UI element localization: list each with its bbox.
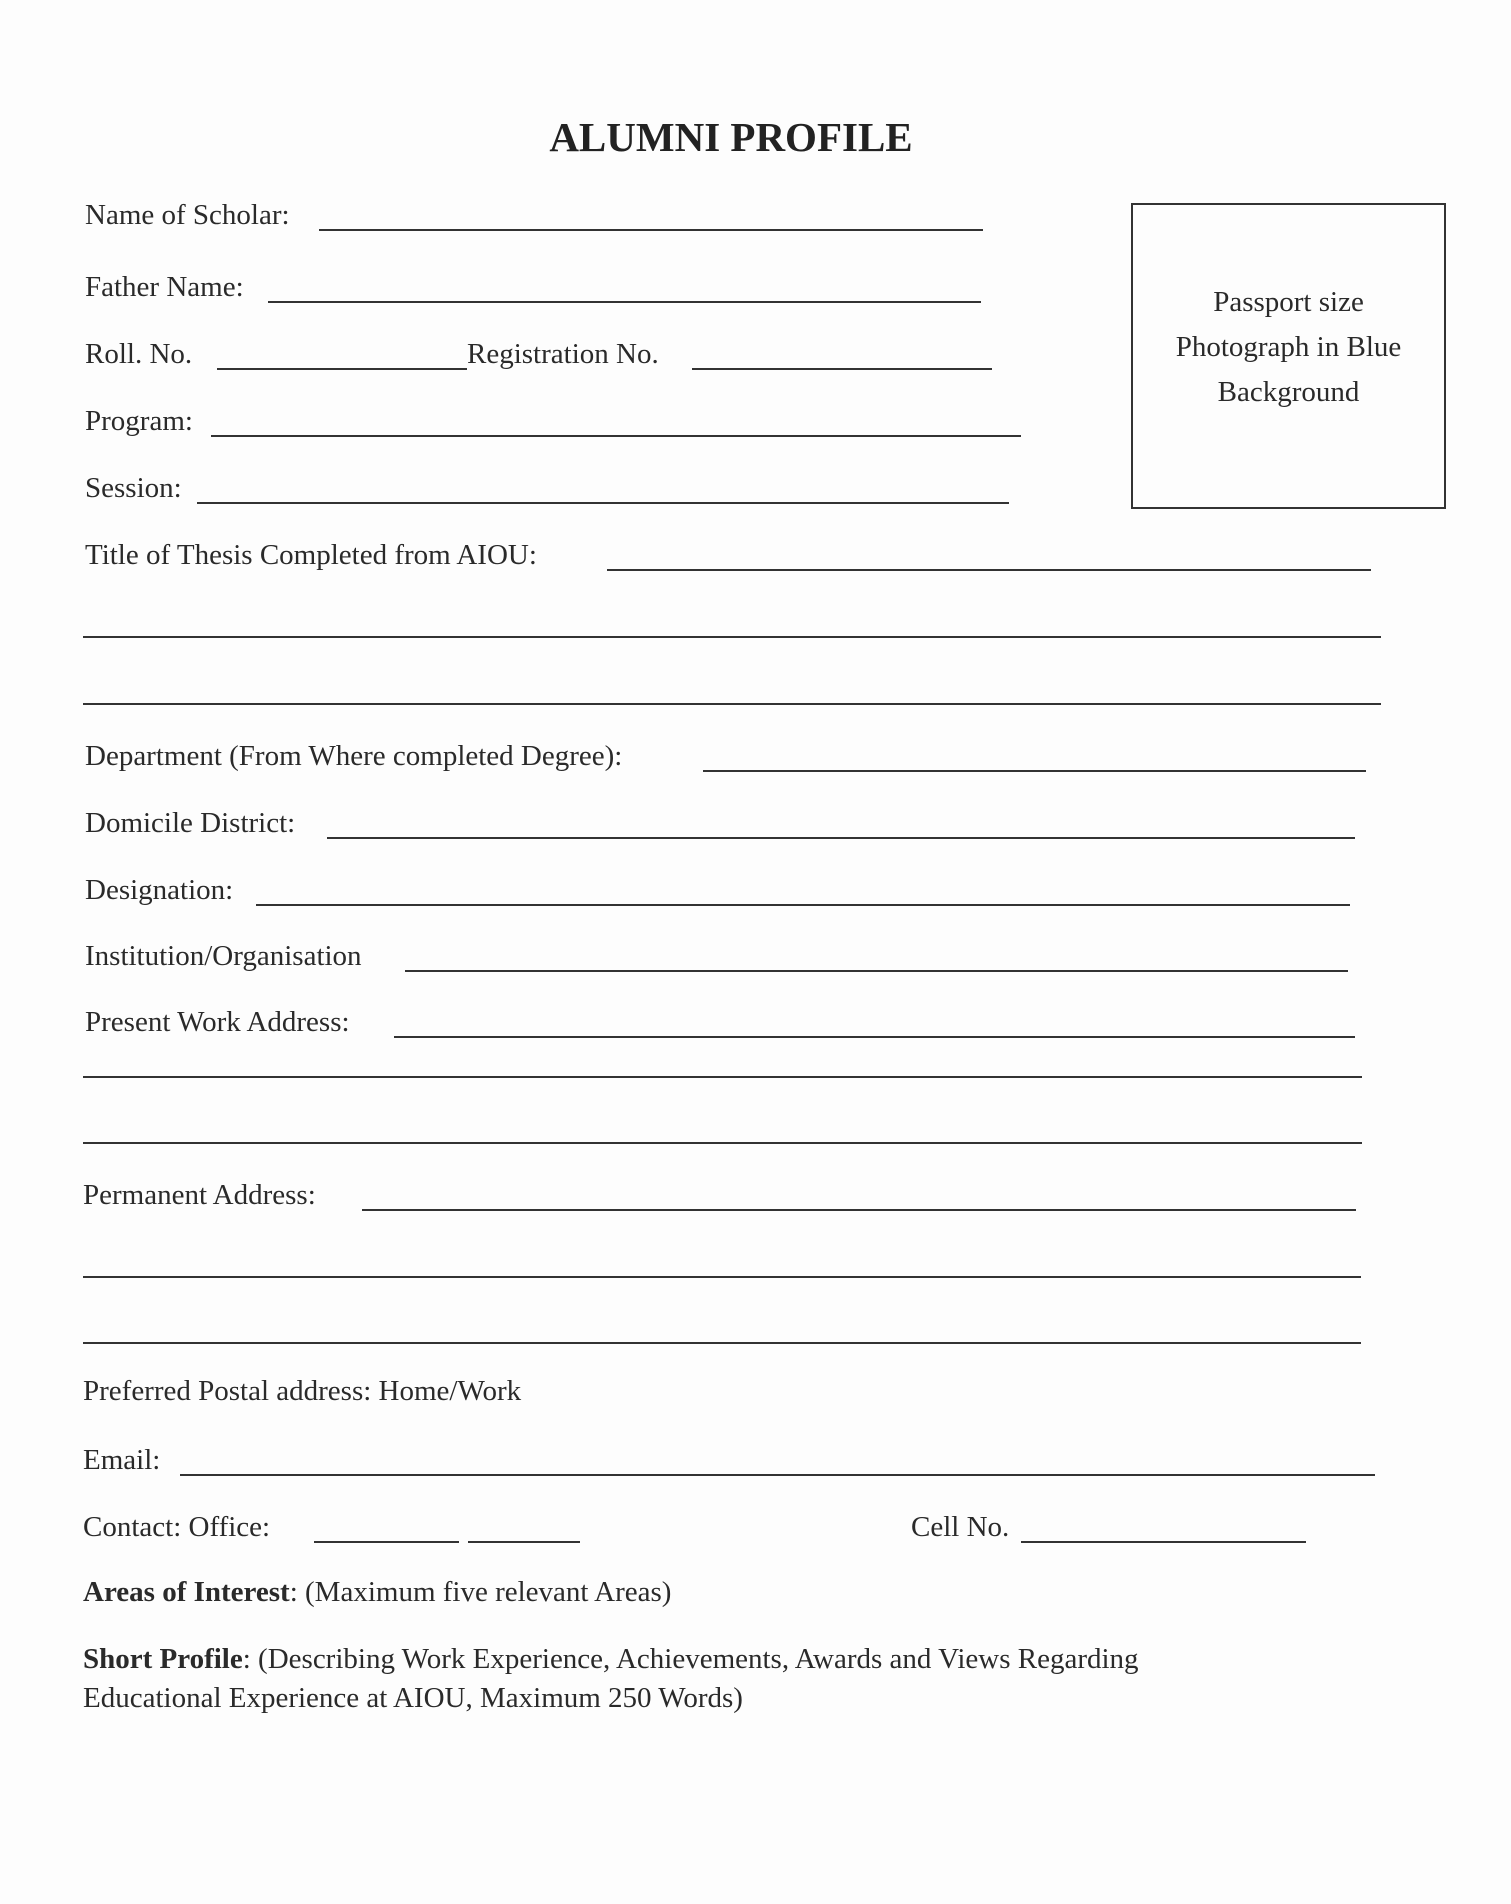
- program-label: Program:: [85, 405, 193, 437]
- areas-note: : (Maximum five relevant Areas): [289, 1576, 672, 1608]
- thesis-label: Title of Thesis Completed from AIOU:: [85, 539, 537, 571]
- short-profile-note: : (Describing Work Experience, Achievements, Awards and Views Regarding: [242, 1643, 1139, 1675]
- contact-office-label: Contact: Office:: [83, 1511, 271, 1543]
- short-profile-note-line-2: Educational Experience at AIOU, Maximum 250 Words): [83, 1682, 743, 1714]
- form-title: ALUMNI PROFILE: [549, 114, 913, 160]
- permanent-address-line-3[interactable]: [83, 1342, 1361, 1344]
- name-label: Name of Scholar:: [85, 199, 290, 231]
- present-address-line-3[interactable]: [83, 1142, 1362, 1144]
- session-label: Session:: [85, 472, 182, 504]
- email-label: Email:: [83, 1444, 161, 1476]
- photo-text-2: Photograph in Blue: [1175, 331, 1402, 363]
- present-address-field[interactable]: [394, 1036, 1355, 1038]
- areas-heading: Areas of Interest: [83, 1576, 290, 1608]
- program-field[interactable]: [211, 435, 1021, 437]
- postal-preference-label: Preferred Postal address: Home/Work: [83, 1375, 522, 1407]
- domicile-label: Domicile District:: [85, 807, 296, 839]
- photo-text-3: Background: [1217, 376, 1360, 408]
- permanent-address-line-2[interactable]: [83, 1276, 1361, 1278]
- permanent-address-label: Permanent Address:: [83, 1179, 316, 1211]
- name-field[interactable]: [319, 229, 983, 231]
- thesis-field-line-3[interactable]: [83, 703, 1381, 705]
- areas-of-interest: [83, 1578, 671, 1607]
- cell-label: Cell No.: [911, 1511, 1010, 1543]
- designation-field[interactable]: [256, 904, 1350, 906]
- institution-field[interactable]: [405, 970, 1348, 972]
- designation-label: Designation:: [85, 874, 234, 906]
- father-field[interactable]: [268, 301, 981, 303]
- department-field[interactable]: [703, 770, 1366, 772]
- email-field[interactable]: [180, 1474, 1375, 1476]
- office-code-field[interactable]: [314, 1541, 459, 1543]
- institution-label: Institution/Organisation: [85, 940, 362, 972]
- short-profile: [83, 1645, 1139, 1674]
- permanent-address-field[interactable]: [362, 1209, 1356, 1211]
- domicile-field[interactable]: [327, 837, 1355, 839]
- thesis-field[interactable]: [607, 569, 1371, 571]
- cell-field[interactable]: [1021, 1541, 1306, 1543]
- session-field[interactable]: [197, 502, 1009, 504]
- roll-field[interactable]: [217, 368, 467, 370]
- short-profile-heading: Short Profile: [83, 1643, 243, 1675]
- present-address-line-2[interactable]: [83, 1076, 1362, 1078]
- roll-label: Roll. No.: [85, 338, 193, 370]
- thesis-field-line-2[interactable]: [83, 636, 1381, 638]
- registration-label: Registration No.: [467, 338, 659, 370]
- father-label: Father Name:: [85, 271, 244, 303]
- present-address-label: Present Work Address:: [85, 1006, 350, 1038]
- registration-field[interactable]: [692, 368, 992, 370]
- department-label: Department (From Where completed Degree):: [85, 740, 623, 772]
- office-number-field[interactable]: [468, 1541, 580, 1543]
- photo-box: [1131, 203, 1446, 509]
- photo-text-1: Passport size: [1213, 286, 1364, 318]
